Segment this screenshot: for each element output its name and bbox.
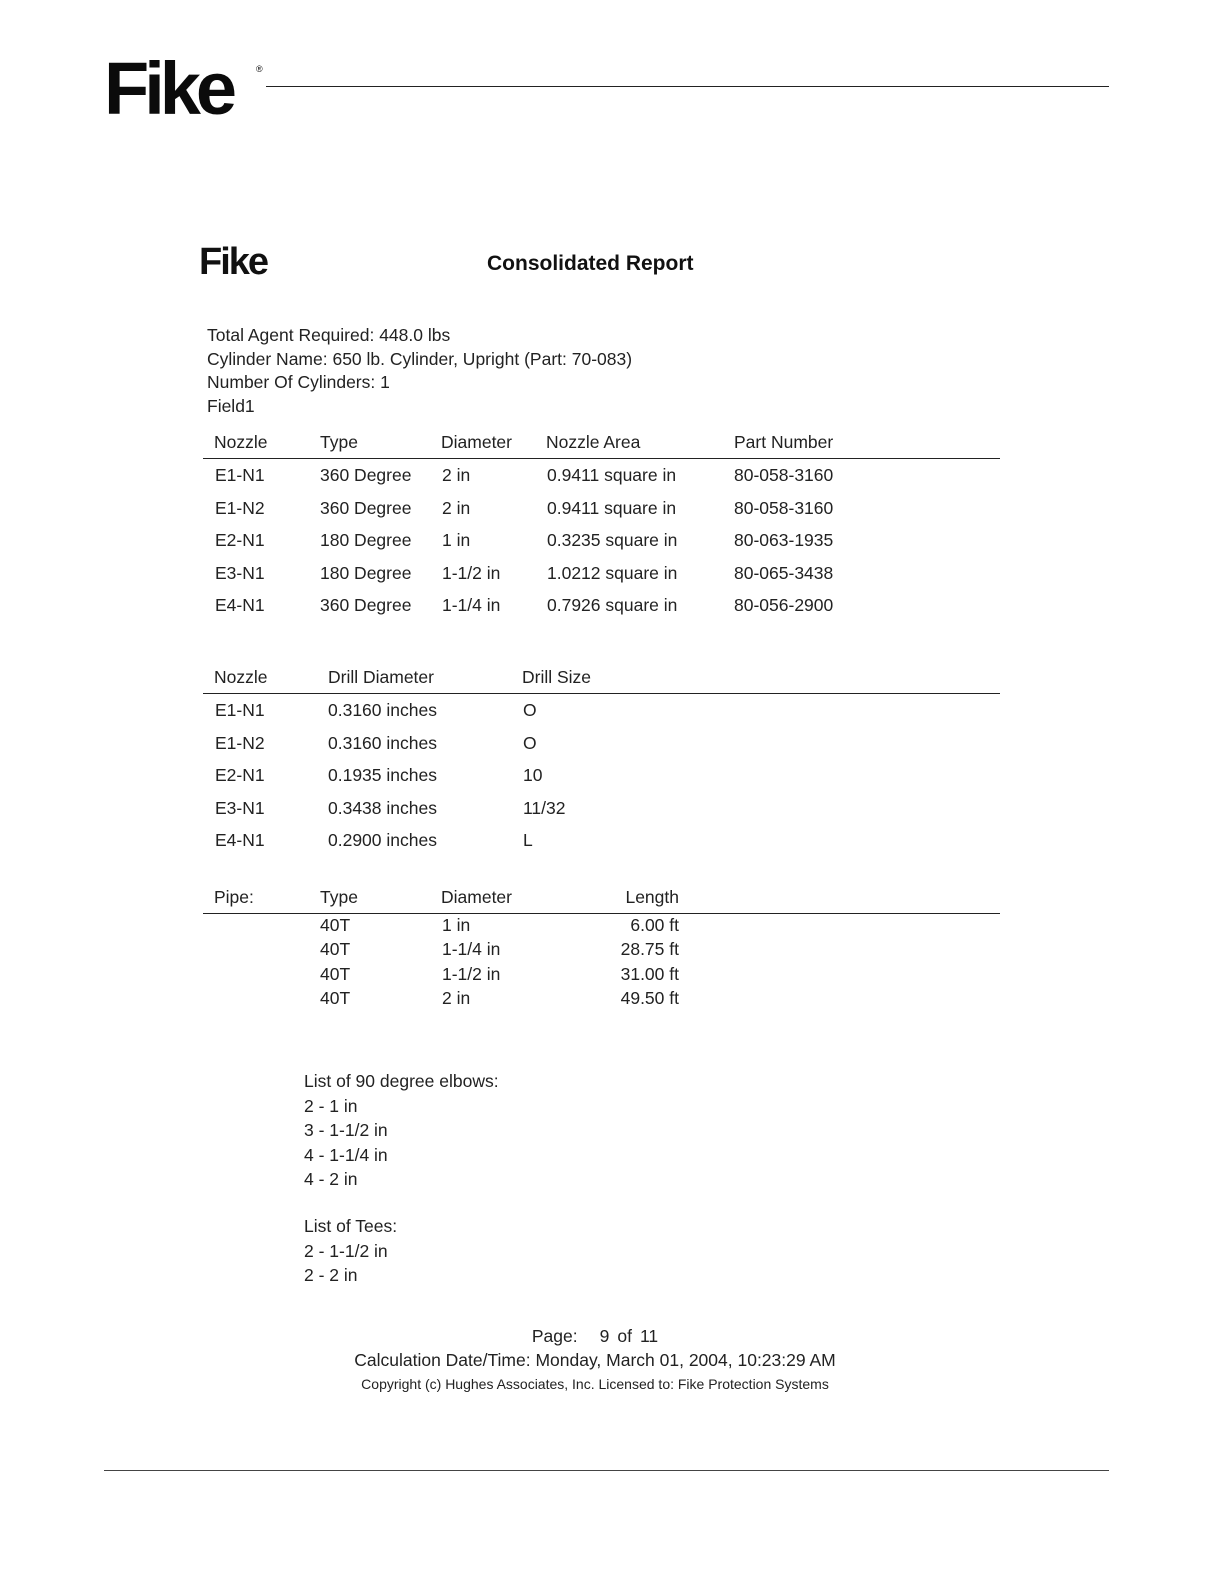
nozzle-area-cell: 0.7926 square in xyxy=(547,595,678,615)
nozzle-cell: E2-N1 xyxy=(215,530,265,550)
fike-report-logo xyxy=(198,240,286,280)
type-cell: 180 Degree xyxy=(320,562,412,583)
nozzle-cell: E4-N1 xyxy=(215,595,265,615)
header-length: Length xyxy=(625,887,679,907)
calculation-datetime: Calculation Date/Time: Monday, March 01, 2004, 10:23:29 AM xyxy=(354,1350,836,1370)
nozzle-area-cell: 0.9411 square in xyxy=(547,497,677,518)
field1: Field1 xyxy=(207,395,255,416)
table-row xyxy=(203,524,1000,557)
table-row xyxy=(203,938,1000,962)
page-label: Page: xyxy=(531,1326,578,1346)
nozzle-cell: E3-N1 xyxy=(215,562,265,583)
part-number-cell: 80-056-2900 xyxy=(734,595,834,615)
header-nozzle: Nozzle xyxy=(214,432,268,452)
list-item: 2 - 1-1/2 in xyxy=(304,1240,388,1261)
header-nozzle: Nozzle xyxy=(214,667,268,687)
table-row xyxy=(203,727,1000,760)
nozzle-area-cell: 1.0212 square in xyxy=(547,562,678,583)
nozzle-cell: E3-N1 xyxy=(215,797,265,818)
report-summary xyxy=(207,324,632,418)
nozzle-table xyxy=(203,430,1000,622)
elbows-list xyxy=(304,1069,499,1192)
pipe-table xyxy=(203,885,1000,1011)
drill-diameter-cell: 0.2900 inches xyxy=(328,830,437,850)
diameter-cell: 1-1/4 in xyxy=(442,939,501,960)
diameter-cell: 1 in xyxy=(442,915,471,935)
header-pipe: Pipe: xyxy=(214,887,254,907)
table-row xyxy=(203,824,1000,857)
table-row xyxy=(203,459,1000,492)
pipe-table-header xyxy=(203,885,1000,914)
table-row xyxy=(203,987,1000,1011)
diameter-cell: 1-1/2 in xyxy=(442,963,501,984)
nozzle-cell: E1-N1 xyxy=(215,700,265,720)
table-row xyxy=(203,759,1000,792)
nozzle-area-cell: 0.9411 square in xyxy=(547,465,677,485)
table-row xyxy=(203,914,1000,938)
tees-list xyxy=(304,1214,397,1288)
svg-text:®: ® xyxy=(256,64,263,74)
nozzle-area-cell: 0.3235 square in xyxy=(547,530,678,550)
of-label: of xyxy=(617,1326,632,1346)
header-part-number: Part Number xyxy=(734,432,834,452)
fike-logo xyxy=(104,52,266,124)
page-number: 9 xyxy=(599,1326,610,1346)
elbows-title: List of 90 degree elbows: xyxy=(304,1071,499,1091)
page-total: 11 xyxy=(639,1326,659,1346)
table-row xyxy=(203,557,1000,590)
length-cell: 28.75 ft xyxy=(620,939,679,960)
header-drill-size: Drill Size xyxy=(522,667,592,687)
page-indicator xyxy=(0,1326,1190,1347)
type-cell: 40T xyxy=(320,939,351,960)
type-cell: 360 Degree xyxy=(320,497,412,518)
header-diameter: Diameter xyxy=(441,887,512,907)
type-cell: 360 Degree xyxy=(320,465,412,485)
type-cell: 40T xyxy=(320,987,351,1008)
table-row xyxy=(203,963,1000,987)
drill-size-cell: 10 xyxy=(523,765,543,785)
list-item: 3 - 1-1/2 in xyxy=(304,1120,388,1140)
length-cell: 31.00 ft xyxy=(620,963,679,984)
nozzle-cell: E1-N1 xyxy=(215,465,265,485)
tees-title: List of Tees: xyxy=(304,1216,398,1236)
header-nozzle-area: Nozzle Area xyxy=(546,432,641,452)
drill-diameter-cell: 0.3160 inches xyxy=(328,732,437,753)
total-agent-required: Total Agent Required: 448.0 lbs xyxy=(207,325,451,345)
part-number-cell: 80-058-3160 xyxy=(734,465,834,485)
type-cell: 180 Degree xyxy=(320,530,412,550)
table-row xyxy=(203,589,1000,622)
list-item: 4 - 2 in xyxy=(304,1169,358,1189)
length-cell: 6.00 ft xyxy=(630,915,679,935)
drill-size-cell: L xyxy=(523,830,533,850)
header-type: Type xyxy=(320,887,358,907)
cylinder-name: Cylinder Name: 650 lb. Cylinder, Upright (Part: 70-083) xyxy=(207,348,633,369)
drill-size-cell: 11/32 xyxy=(523,797,566,818)
diameter-cell: 2 in xyxy=(442,987,471,1008)
drill-diameter-cell: 0.3160 inches xyxy=(328,700,437,720)
list-item: 2 - 2 in xyxy=(304,1265,358,1285)
list-item: 4 - 1-1/4 in xyxy=(304,1144,388,1165)
number-of-cylinders: Number Of Cylinders: 1 xyxy=(207,372,390,392)
nozzle-cell: E4-N1 xyxy=(215,830,265,850)
svg-text:Fike: Fike xyxy=(199,241,268,280)
svg-text:Fike: Fike xyxy=(104,52,233,124)
diameter-cell: 1-1/2 in xyxy=(442,562,501,583)
type-cell: 40T xyxy=(320,915,351,935)
type-cell: 40T xyxy=(320,963,351,984)
diameter-cell: 1 in xyxy=(442,530,471,550)
header-drill-diameter: Drill Diameter xyxy=(328,667,434,687)
table-row xyxy=(203,792,1000,825)
part-number-cell: 80-065-3438 xyxy=(734,562,834,583)
list-item: 2 - 1 in xyxy=(304,1095,358,1116)
drill-table xyxy=(203,665,1000,857)
nozzle-cell: E2-N1 xyxy=(215,765,265,785)
nozzle-cell: E1-N2 xyxy=(215,497,265,518)
type-cell: 360 Degree xyxy=(320,595,412,615)
table-row xyxy=(203,492,1000,525)
nozzle-table-header xyxy=(203,430,1000,459)
table-row xyxy=(203,694,1000,727)
drill-diameter-cell: 0.1935 inches xyxy=(328,765,437,785)
diameter-cell: 2 in xyxy=(442,465,471,485)
header-diameter: Diameter xyxy=(441,432,512,452)
footer-rule xyxy=(104,1470,1109,1471)
copyright: Copyright (c) Hughes Associates, Inc. Licensed to: Fike Protection Systems xyxy=(361,1376,829,1392)
header-rule xyxy=(266,86,1109,87)
drill-size-cell: O xyxy=(523,732,537,753)
header-type: Type xyxy=(320,432,358,452)
report-title: Consolidated Report xyxy=(487,252,694,275)
part-number-cell: 80-058-3160 xyxy=(734,497,834,518)
nozzle-cell: E1-N2 xyxy=(215,732,265,753)
diameter-cell: 1-1/4 in xyxy=(442,595,501,615)
diameter-cell: 2 in xyxy=(442,497,471,518)
drill-size-cell: O xyxy=(523,700,537,720)
length-cell: 49.50 ft xyxy=(620,987,679,1008)
part-number-cell: 80-063-1935 xyxy=(734,530,834,550)
drill-diameter-cell: 0.3438 inches xyxy=(328,797,437,818)
drill-table-header xyxy=(203,665,1000,694)
